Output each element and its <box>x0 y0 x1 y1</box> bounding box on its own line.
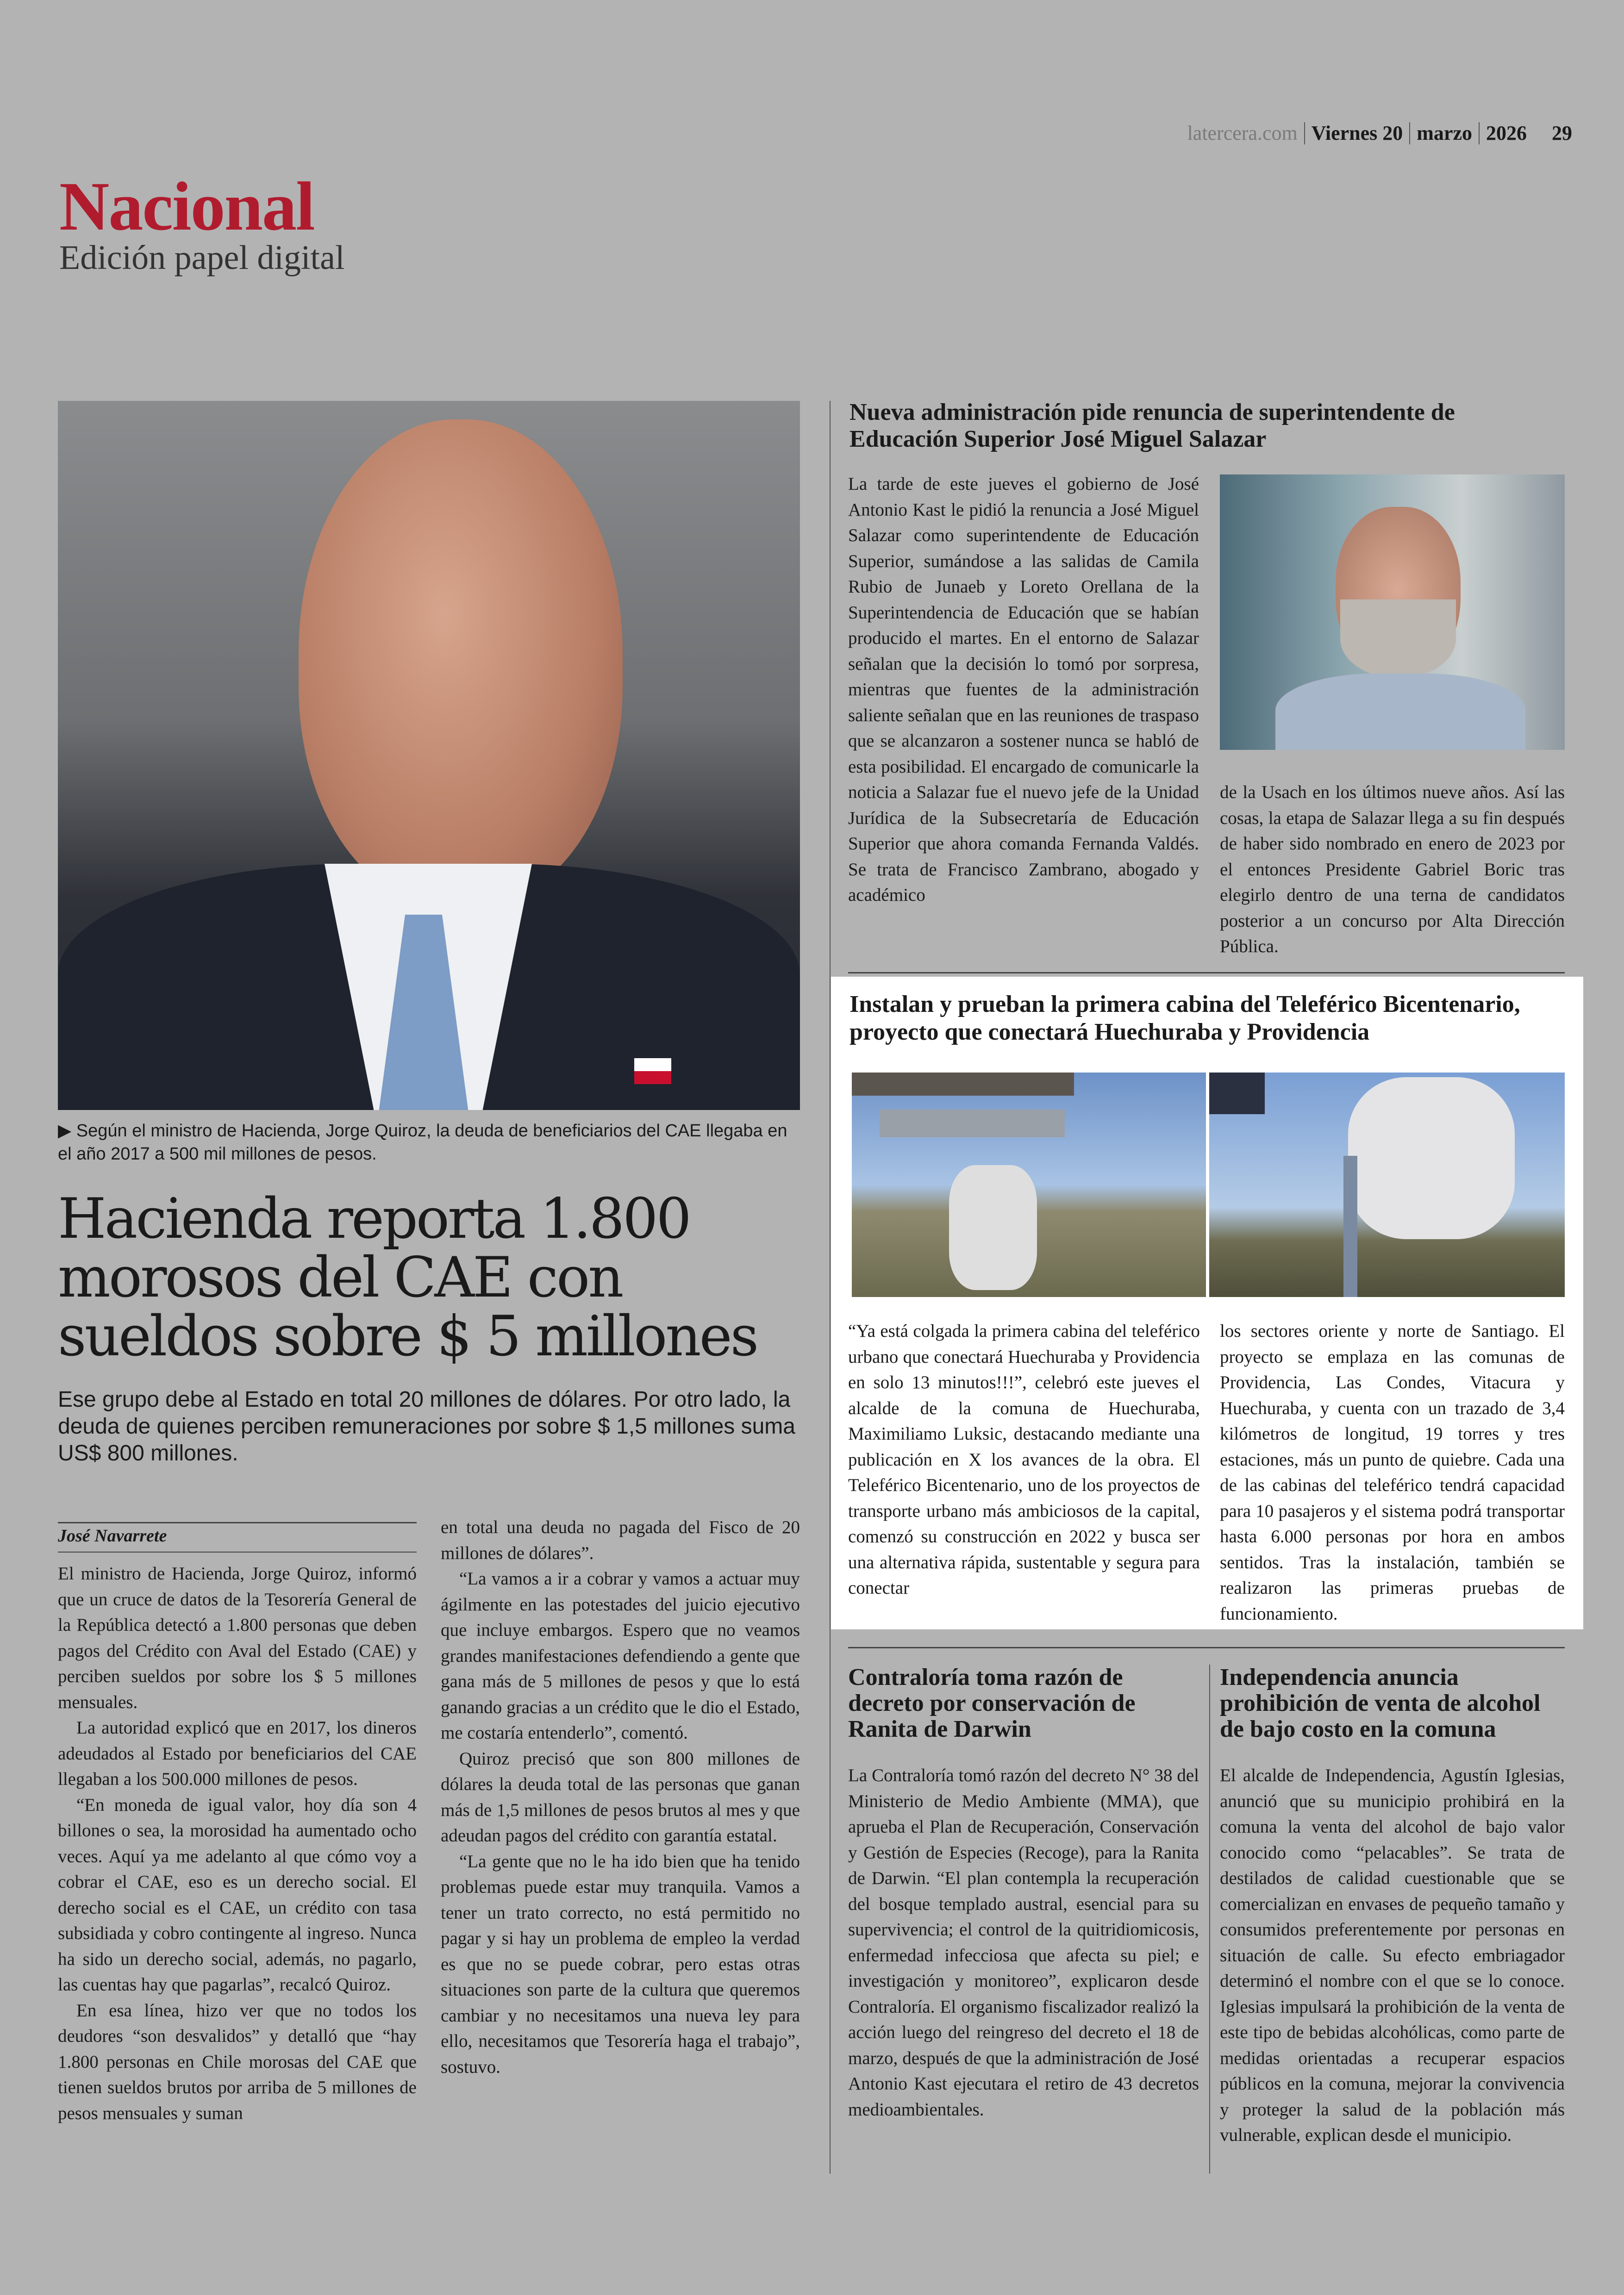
contraloria-headline: Contraloría toma razón de decreto por conservación de Ranita de Darwin <box>848 1664 1136 1742</box>
site-name: latercera.com <box>1187 122 1298 144</box>
teleferico-col1: “Ya está colgada la primera cabina del teleférico urbano que conectará Huechuraba y Providencia en solo 13 minutos!!!”, celebró este jueves el alcalde de la comuna de Huechuraba, Maximiliamo Luksic, destacando mediante una publicación en X los avances de la obra. El Teleférico Bicentenario, uno de los proyectos de transporte urbano más ambiciosos de la capital, comenzó su construcción en 2022 y busca ser una alternativa rápida, sustentable y segura para conectar <box>848 1321 1200 1598</box>
section-rule <box>848 972 1565 973</box>
divider <box>1479 122 1480 144</box>
paragraph: En esa línea, hizo ver que no todos los deudores “son desvalidos” y detalló que “hay 1.800 personas en Chile morosas del CAE que tienen sueldos brutos por arriba de 5 millones de pesos mensuales y suman <box>58 2000 417 2123</box>
header-month: marzo <box>1417 122 1472 144</box>
photo-caption <box>58 1119 800 1166</box>
paragraph: “La vamos a ir a cobrar y vamos a actuar muy ágilmente en las potestades del juicio ejecutivo que incluye embargos. Espero que no veamos grandes manifestaciones defendiendo a gente que gana más de 5 millones de pesos y que lo está ganando gracias a un crédito que le dio el Estado, me costaría entenderlo”, comentó. <box>441 1569 800 1743</box>
caption-marker-icon: ▶ <box>58 1121 72 1141</box>
header-year: 2026 <box>1486 122 1527 144</box>
column-divider <box>1209 1665 1210 2174</box>
contraloria-body: La Contraloría tomó razón del decreto N° 38 del Ministerio de Medio Ambiente (MMA), que aprueba el Plan de Recuperación, Conservación y Gestión de Especies (Recoge), para la Ranita de Darwin. “El plan contempla la recuperación del bosque templado austral, esencial para su supervivencia; el control de la quitridiomicosis, enfermedad infecciosa que afecta su piel; e investigación y monitoreo”, explicaron desde Contraloría. El organismo fiscalizador realizó la acción luego del reingreso del decreto el 18 de marzo, después de que la administración de José Antonio Kast ejecutara el retiro de 43 decretos medioambientales. <box>848 1765 1199 2120</box>
main-deck: Ese grupo debe al Estado en total 20 millones de dólares. Por otro lado, la deuda de quienes perciben remuneraciones por sobre $ 1,5 millones suma US$ 800 millones. <box>58 1387 795 1466</box>
paragraph: en total una deuda no pagada del Fisco de 20 millones de dólares”. <box>441 1517 800 1563</box>
paragraph: “La gente que no le ha ido bien que ha tenido problemas puede estar muy tranquila. Vamos a tener un trato correcto, no está permitido no pagar y si hay un problema de empleo la verdad es que no se puede cobrar, pero estas otras situaciones son parte de la cultura que queremos cambiar y no necesitamos una nueva ley para ello, necesitamos que Tesorería haga el trabajo”, sostuvo. <box>441 1851 800 2077</box>
salazar-headline: Nueva administración pide renuncia de superintendente de Educación Superior José Miguel Salazar <box>849 399 1455 452</box>
section-title: Nacional <box>59 168 314 245</box>
header-day: Viernes 20 <box>1311 122 1403 144</box>
independencia-body: El alcalde de Independencia, Agustín Iglesias, anunció que su municipio prohibirá en la comuna la venta del alcohol de bajo valor conocido como “pelacables”. Se trata de destilados de calidad cuestionable que se comercializan en envases de pequeño tamaño y consumidos preferentemente por personas en situación de calle. Su efecto embriagador determinó el nombre con el que se lo conoce. Iglesias impulsará la prohibición de la venta de este tipo de bebidas alcohólicas, como parte de medidas orientadas a recuperar espacios públicos en la comuna, mejorar la convivencia y proteger la salud de la población más vulnerable, explican desde el municipio. <box>1220 1765 1565 2145</box>
byline-rule <box>58 1552 417 1553</box>
divider <box>1304 122 1305 144</box>
teleferico-headline: Instalan y prueban la primera cabina del Teleférico Bicentenario, proyecto que conectará Huechuraba y Providencia <box>849 991 1520 1045</box>
main-headline: Hacienda reporta 1.800 morosos del CAE con sueldos sobre $ 5 millones <box>58 1187 757 1369</box>
column-divider <box>830 401 831 2174</box>
divider <box>1409 122 1410 144</box>
paragraph: Quiroz precisó que son 800 millones de dólares la deuda total de las personas que ganan más de 1,5 millones de pesos brutos al mes y que adeudan pagos del crédito con garantía estatal. <box>441 1748 800 1846</box>
main-article-col1 <box>58 1561 417 2126</box>
teleferico-photo-right <box>1209 1073 1565 1297</box>
page-number: 29 <box>1552 122 1572 144</box>
paragraph: La autoridad explicó que en 2017, los dineros adeudados al Estado por beneficiarios del CAE llegaban a los 500.000 millones de pesos. <box>58 1718 417 1789</box>
independencia-headline: Independencia anuncia prohibición de venta de alcohol de bajo costo en la comuna <box>1220 1664 1541 1742</box>
section-subtitle: Edición papel digital <box>59 239 345 277</box>
teleferico-col2: los sectores oriente y norte de Santiago. El proyecto se emplaza en las comunas de Providencia, Las Condes, Vitacura y Huechuraba, y cuenta con un trazado de 3,4 kilómetros de longitud, 19 torres y tres estaciones, más un punto de quiebre. Cada una de las cabinas del teleférico tendrá capacidad para 10 pasajeros y el sistema podrá transportar hasta 6.000 personas por hora en ambos sentidos. Tras la instalación, también se realizaron las primeras pruebas de funcionamiento. <box>1220 1321 1565 1624</box>
paragraph: El ministro de Hacienda, Jorge Quiroz, informó que un cruce de datos de la Tesorería General de la República detectó a 1.800 personas que deben pagos del Crédito con Aval del Estado (CAE) y perciben sueldos por sobre los $ 5 millones mensuales. <box>58 1564 417 1712</box>
paragraph: “En moneda de igual valor, hoy día son 4 billones o sea, la morosidad ha aumentado ocho veces. Aquí ya me adelanto al que cómo voy a cobrar el CAE, eso es un derecho social. El derecho social es el CAE, un crédito con tasa subsidiada y cobro contingente al ingreso. Nunca ha sido un derecho social, además, no pagarlo, las cuentas hay que pagarlas”, recalcó Quiroz. <box>58 1795 417 1995</box>
salazar-col2: de la Usach en los últimos nueve años. Así las cosas, la etapa de Salazar llega a su fin después de haber sido nombrado en enero de 2023 por el entonces Presidente Gabriel Boric tras elegirlo dentro de una terna de candidatos posterior a un concurso por Alta Dirección Pública. <box>1220 782 1565 956</box>
page-header <box>1187 121 1572 145</box>
main-article-col2 <box>441 1515 800 2080</box>
caption-text: Según el ministro de Hacienda, Jorge Quiroz, la deuda de beneficiarios del CAE llegaba en el año 2017 a 500 mil millones de pesos. <box>58 1121 787 1164</box>
byline-rule <box>58 1522 417 1523</box>
teleferico-photo-left <box>852 1073 1206 1297</box>
salazar-photo <box>1220 474 1565 750</box>
quiroz-photo <box>58 401 800 1110</box>
byline: José Navarrete <box>58 1526 167 1546</box>
salazar-col1: La tarde de este jueves el gobierno de José Antonio Kast le pidió la renuncia a José Miguel Salazar como superintendente de Educación Superior, sumándose a las salidas de Camila Rubio de Junaeb y Loreto Orellana de la Superintendencia de Educación que se habían producido el martes. En el entorno de Salazar señalan que la decisión lo tomó por sorpresa, mientras que fuentes de la administración saliente señalan que en las reuniones de traspaso que se alcanzaron a sostener nunca se habló de esta posibilidad. El encargado de comunicarle la noticia a Salazar fue el nuevo jefe de la Unidad Jurídica de la Subsecretaría de Educación Superior que ahora comanda Fernanda Valdés. Se trata de Francisco Zambrano, abogado y académico <box>848 474 1199 905</box>
section-rule <box>848 1647 1565 1648</box>
